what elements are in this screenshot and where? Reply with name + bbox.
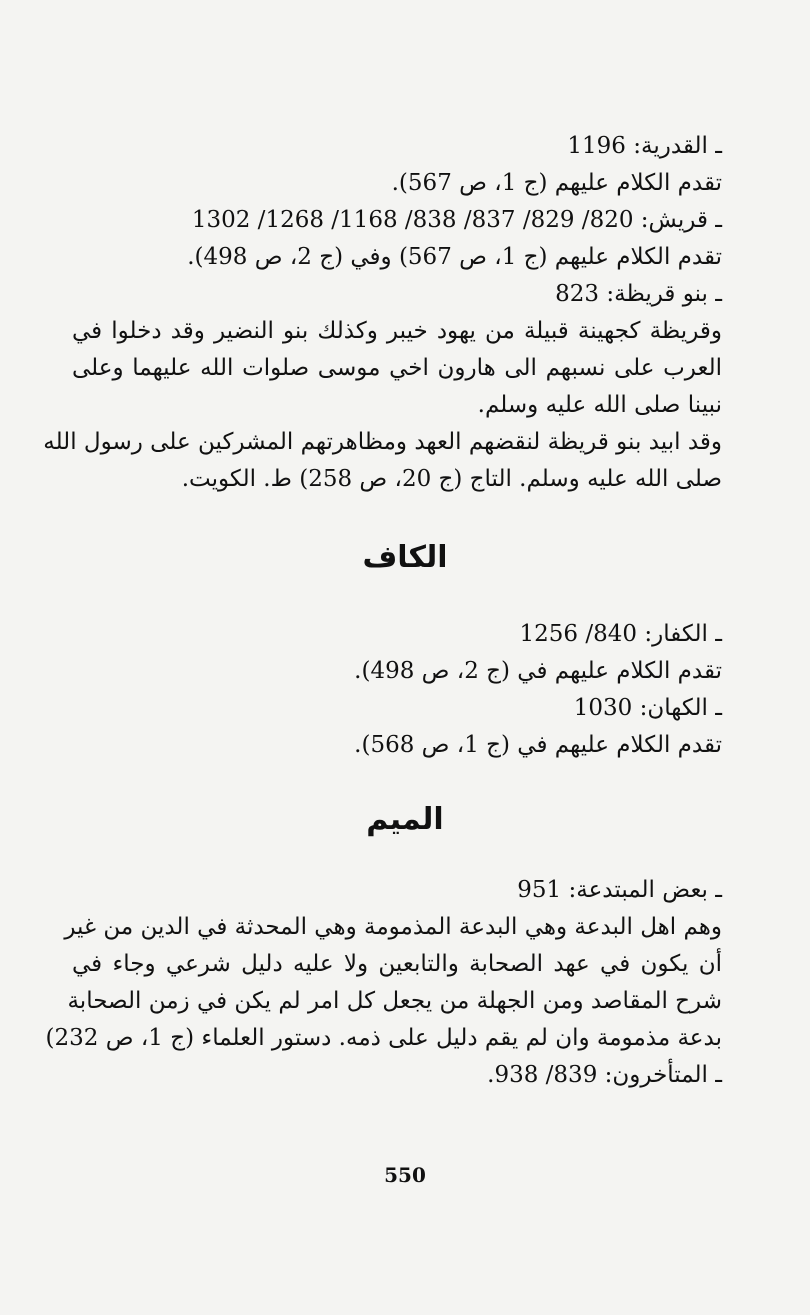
bidaa-paragraph-line-3: شرح المقاصد ومن الجهلة من يجعل كل امر لم يكن في زمن الصحابة (67, 988, 722, 1014)
entry-banu-qurayza: ـ بنو قريظة: 823 (555, 281, 722, 307)
qurayza-paragraph-line-1: وقريظة كجهينة قبيلة من يهود خيبر وكذلك بنو النضير وقد دخلوا في (72, 318, 722, 344)
section-heading-meem: الميم (366, 802, 444, 837)
section-meem (45, 872, 722, 1094)
section-kaf (72, 616, 722, 764)
entry-kuffar-note: تقدم الكلام عليهم في (ج 2، ص 498). (354, 658, 722, 684)
qurayza-paragraph2-line-1: وقد ابيد بنو قريظة لنقضهم العهد ومظاهرتهم المشركين على رسول الله (43, 429, 722, 455)
entry-kuhhan-note: تقدم الكلام عليهم في (ج 1، ص 568). (354, 732, 722, 758)
entry-qadariyya-note: تقدم الكلام عليهم (ج 1، ص 567). (391, 170, 722, 196)
entry-kuhhan: ـ الكهان: 1030 (573, 695, 722, 721)
bidaa-paragraph-line-4: بدعة مذمومة وان لم يقم دليل على ذمه. دستور العلماء (ج 1، ص 232) (45, 1025, 722, 1051)
bidaa-paragraph-line-1: وهم اهل البدعة وهي البدعة المذمومة وهي المحدثة في الدين من غير (64, 914, 722, 940)
entry-quraysh: ـ قريش: 820/ 829/ 837/ 838/ 1168/ 1268/ 1302 (191, 207, 722, 233)
page-number: 550 (384, 1163, 426, 1187)
entry-kuffar: ـ الكفار: 840/ 1256 (519, 621, 722, 647)
section-heading-kaf: الكاف (362, 540, 448, 575)
qurayza-paragraph-line-3: نبينا صلى الله عليه وسلم. (477, 392, 722, 418)
entry-mutaakhkhirun: ـ المتأخرون: 839/ 938. (487, 1062, 722, 1088)
section-qaf (43, 128, 722, 498)
bidaa-paragraph-line-2: أن يكون في عهد الصحابة والتابعين ولا عليه دليل شرعي وجاء في (72, 951, 722, 977)
qurayza-paragraph-line-2: العرب على نسبهم الى هارون اخي موسى صلوات الله عليهما وعلى (72, 355, 722, 381)
entry-quraysh-note: تقدم الكلام عليهم (ج 1، ص 567) وفي (ج 2، ص 498). (187, 244, 722, 270)
entry-mubtadia: ـ بعض المبتدعة: 951 (517, 877, 722, 903)
qurayza-paragraph2-line-2: صلى الله عليه وسلم. التاج (ج 20، ص 258) ط. الكويت. (181, 466, 722, 492)
entry-qadariyya: ـ القدرية: 1196 (567, 133, 722, 159)
